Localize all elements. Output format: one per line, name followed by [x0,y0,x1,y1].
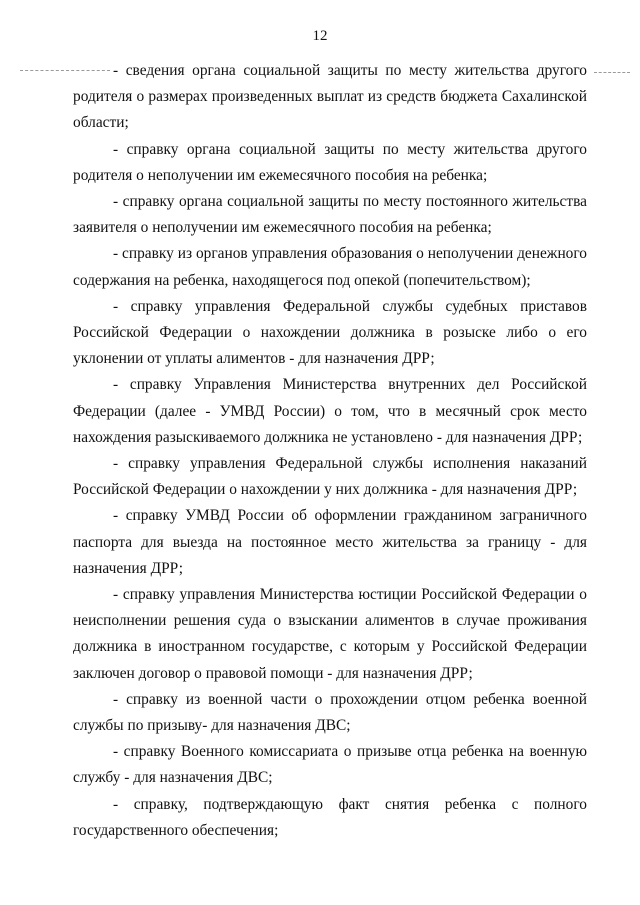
document-body [73,58,587,844]
scan-artifact-right [594,72,630,74]
paragraph: - справку Военного комиссариата о призыве отца ребенка на военную службу - для назначения ДВС; [73,743,587,787]
paragraph: - справку из военной части о прохождении отцом ребенка военной службы по призыву- для назначения ДВС; [73,690,587,735]
paragraph: - справку управления Министерства юстиции Российской Федерации о неисполнении решения суда о взыскании алиментов в случае проживания должника в иностранном государстве, с которым у Российской Федерации заключен договор о правовой помощи - для назначения ДРР; [73,586,587,682]
paragraph: - справку Управления Министерства внутренних дел Российской Федерации (далее - УМВД России) о том, что в месячный срок место нахождения разыскиваемого должника не установлено - для назначения ДРР; [73,376,587,446]
paragraph: - справку управления Федеральной службы исполнения наказаний Российской Федерации о нахождении у них должника - для назначения ДРР; [73,455,587,499]
paragraph: - справку, подтверждающую факт снятия ребенка с полного государственного обеспечения; [73,795,587,839]
paragraph: - справку органа социальной защиты по месту жительства другого родителя о неполучении им ежемесячного пособия на ребенка; [73,140,587,184]
page-number: 12 [312,28,328,44]
paragraph: - справку органа социальной защиты по месту постоянного жительства заявителя о неполучении им ежемесячного пособия на ребенка; [73,193,587,237]
paragraph: - справку управления Федеральной службы судебных приставов Российской Федерации о нахождении должника в розыске либо о его уклонении от уплаты алиментов - для назначения ДРР; [73,297,587,368]
paragraph: - сведения органа социальной защиты по месту жительства другого родителя о размерах произведенных выплат из средств бюджета Сахалинской области; [73,62,587,132]
paragraph: - справку из органов управления образования о неполучении денежного содержания на ребенка, находящегося под опекой (попечительством); [73,245,587,289]
paragraph: - справку УМВД России об оформлении гражданином заграничного паспорта для выезда на постоянное место жительства за границу - для назначения ДРР; [73,507,587,577]
